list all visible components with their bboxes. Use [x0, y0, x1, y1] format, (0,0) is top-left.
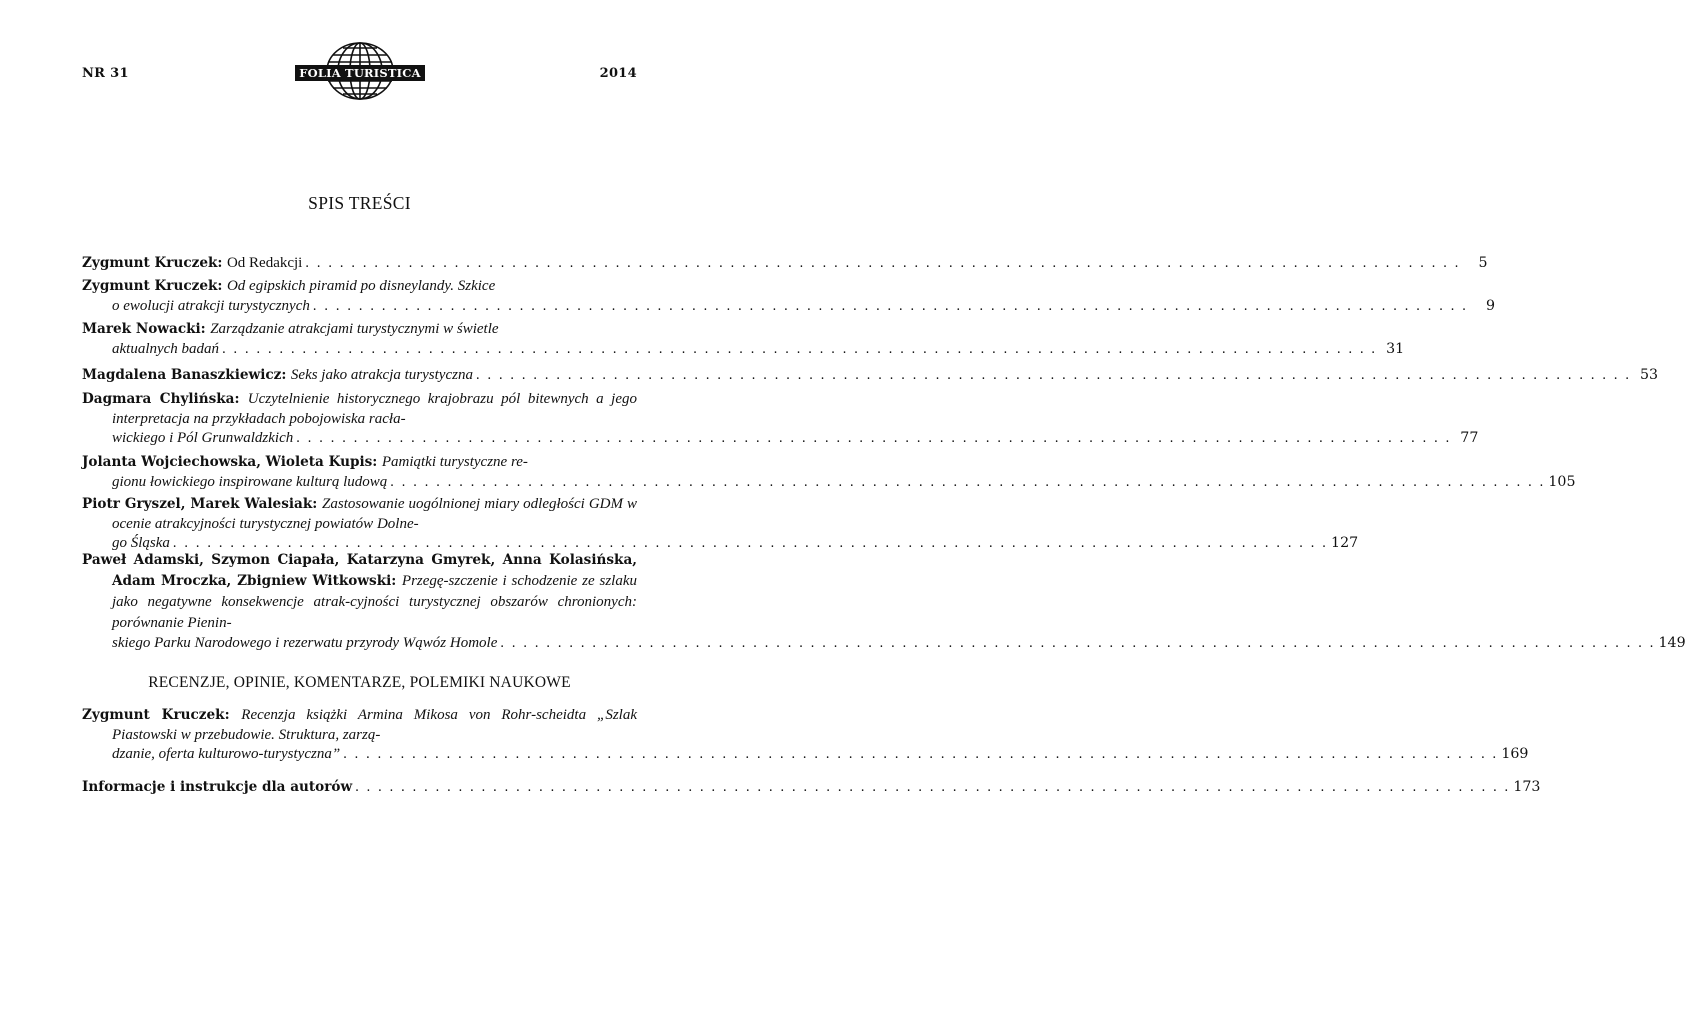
dot-leader: . . . . . . . . . . . . . . . . . . . . . . . . . . . . . . . . . . . . . . . . . . . . . . . . . . . . . . . . . . . . . . . . . . . . . . . . . . . . . . . . . . . . . . . . . . . . . . . . . . . . . — [296, 430, 1452, 446]
toc-entry — [82, 550, 1686, 653]
entry-page: 53 — [1640, 367, 1659, 383]
entry-title: Od egipskich piramid po disneylandy. Szkice — [226, 278, 496, 294]
entry-title-end: dzanie, oferta kulturowo-turystyczna” — [112, 746, 341, 762]
entry-author: Marek Nowacki: — [82, 321, 206, 337]
entry-title-end: skiego Parku Narodowego i rezerwatu przyrody Wąwóz Homole — [112, 635, 498, 651]
toc-entry — [82, 320, 1405, 359]
entry-title-end: go Śląska — [112, 535, 170, 551]
journal-logo — [291, 40, 429, 102]
entry-page: 127 — [1331, 535, 1359, 551]
toc-entry-info — [82, 778, 1541, 798]
entry-title: Recenzja książki Armina Mikosa von Rohr-scheidta „Szlak Piastowski w przebudowie. Struktura, zarzą- — [112, 707, 638, 743]
entry-author: Dagmara Chylińska: — [82, 391, 240, 407]
dot-leader: . . . . . . . . . . . . . . . . . . . . . . . . . . . . . . . . . . . . . . . . . . . . . . . . . . . . . . . . . . . . . . . . . . . . . . . . . . . . . . . . . . . . . . . . . . . . . . . . . . . . . — [172, 535, 1329, 551]
entry-title-end: wickiego i Pól Grunwaldzkich — [112, 430, 294, 446]
entry-page: 77 — [1460, 430, 1479, 446]
entry-page: 9 — [1485, 297, 1495, 314]
entry-page: 5 — [1478, 255, 1488, 271]
toc-entry — [82, 495, 1359, 554]
toc-entry-review — [82, 706, 1529, 765]
entry-title-end: o ewolucji atrakcji turystycznych — [112, 297, 310, 314]
dot-leader: . . . . . . . . . . . . . . . . . . . . . . . . . . . . . . . . . . . . . . . . . . . . . . . . . . . . . . . . . . . . . . . . . . . . . . . . . . . . . . . . . . . . . . . . . . . . . . . . . . . . . — [355, 779, 1511, 795]
dot-leader: . . . . . . . . . . . . . . . . . . . . . . . . . . . . . . . . . . . . . . . . . . . . . . . . . . . . . . . . . . . . . . . . . . . . . . . . . . . . . . . . . . . . . . . . . . . . . . . . . . . . . — [312, 297, 1468, 314]
entry-author: Magdalena Banaszkiewicz: — [82, 367, 287, 383]
issue-year: 2014 — [599, 66, 637, 81]
entry-title-end: gionu łowickiego inspirowane kulturą ludową — [112, 473, 388, 490]
entry-title: Od Redakcji — [226, 255, 303, 271]
section-heading: RECENZJE, OPINIE, KOMENTARZE, POLEMIKI NAUKOWE — [148, 674, 571, 691]
entry-page: 31 — [1386, 340, 1405, 357]
page-title: SPIS TREŚCI — [308, 193, 411, 213]
entry-title-end: aktualnych badań — [112, 340, 220, 357]
entry-title: Uczytelnienie historycznego krajobrazu pól bitewnych a jego interpretacja na przykładach pobojowiska racła- — [112, 391, 638, 427]
entry-title: Zarządzanie atrakcjami turystycznymi w świetle — [210, 321, 499, 337]
entry-author: Jolanta Wojciechowska, Wioleta Kupis: — [82, 454, 378, 470]
info-label: Informacje i instrukcje dla autorów — [82, 779, 353, 795]
toc-entry — [82, 254, 1488, 274]
toc-entry — [82, 390, 1479, 449]
dot-leader: . . . . . . . . . . . . . . . . . . . . . . . . . . . . . . . . . . . . . . . . . . . . . . . . . . . . . . . . . . . . . . . . . . . . . . . . . . . . . . . . . . . . . . . . . . . . . . . . . . . . . — [305, 255, 1461, 271]
entry-author: Zygmunt Kruczek: — [82, 707, 230, 723]
toc-entry — [82, 277, 1495, 316]
issue-number: NR 31 — [82, 66, 129, 81]
entry-author: Paweł Adamski, Szymon Ciapała, Katarzyna Gmyrek, Anna Kolasińska, Adam Mroczka, Zbigniew Witkowski: — [82, 552, 637, 589]
entry-author: Zygmunt Kruczek: — [82, 278, 223, 294]
dot-leader: . . . . . . . . . . . . . . . . . . . . . . . . . . . . . . . . . . . . . . . . . . . . . . . . . . . . . . . . . . . . . . . . . . . . . . . . . . . . . . . . . . . . . . . . . . . . . . . . . . . . . — [343, 746, 1499, 762]
entry-author: Zygmunt Kruczek: — [82, 255, 223, 271]
entry-title: Przegę-szczenie i schodzenie ze szlaku jako negatywne konsekwencje atrak-cyjności turystycznej obszarów chronionych: porównanie Pienin- — [112, 573, 637, 631]
toc-entry — [82, 366, 1659, 386]
dot-leader: . . . . . . . . . . . . . . . . . . . . . . . . . . . . . . . . . . . . . . . . . . . . . . . . . . . . . . . . . . . . . . . . . . . . . . . . . . . . . . . . . . . . . . . . . . . . . . . . . . . . . — [475, 367, 1632, 383]
entry-page: 173 — [1513, 779, 1541, 795]
toc-entry — [82, 453, 1576, 492]
dot-leader: . . . . . . . . . . . . . . . . . . . . . . . . . . . . . . . . . . . . . . . . . . . . . . . . . . . . . . . . . . . . . . . . . . . . . . . . . . . . . . . . . . . . . . . . . . . . . . . . . . . . . — [500, 635, 1656, 651]
entry-page: 105 — [1548, 473, 1576, 490]
entry-title: Pamiątki turystyczne re- — [381, 454, 528, 470]
entry-page: 149 — [1658, 635, 1686, 651]
entry-title: Zastosowanie uogólnionej miary odległości GDM w ocenie atrakcyjności turystycznej powiatów Dolne- — [112, 496, 637, 532]
logo-text: FOLIA TURISTICA — [295, 65, 425, 81]
entry-author: Piotr Gryszel, Marek Walesiak: — [82, 496, 318, 512]
dot-leader: . . . . . . . . . . . . . . . . . . . . . . . . . . . . . . . . . . . . . . . . . . . . . . . . . . . . . . . . . . . . . . . . . . . . . . . . . . . . . . . . . . . . . . . . . . . . . . . . . . . . . — [222, 340, 1378, 357]
dot-leader: . . . . . . . . . . . . . . . . . . . . . . . . . . . . . . . . . . . . . . . . . . . . . . . . . . . . . . . . . . . . . . . . . . . . . . . . . . . . . . . . . . . . . . . . . . . . . . . . . . . . . — [390, 473, 1546, 490]
entry-title: Seks jako atrakcja turystyczna — [290, 367, 473, 383]
entry-page: 169 — [1501, 746, 1529, 762]
